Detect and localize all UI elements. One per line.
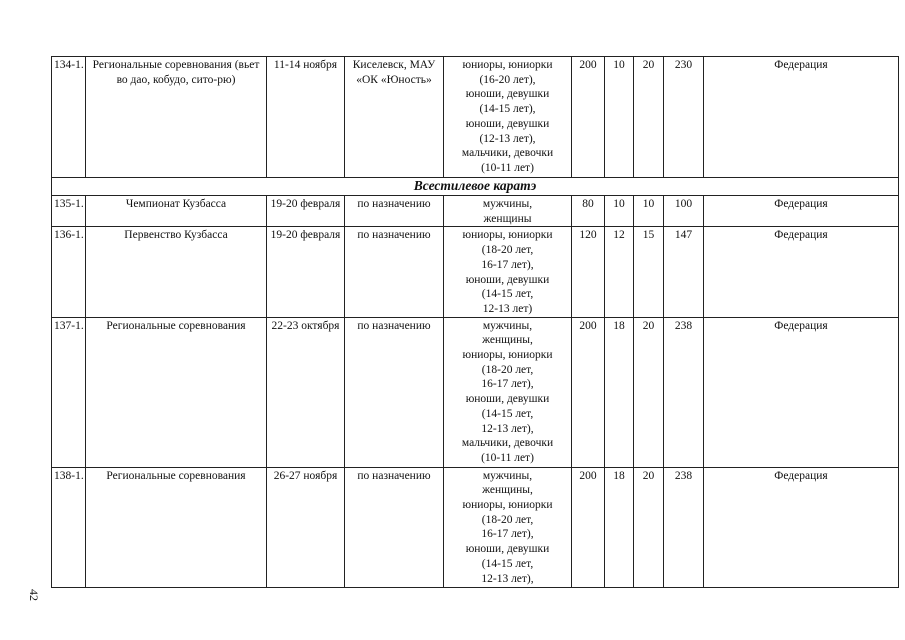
- count-c: 15: [634, 227, 664, 317]
- category-line: 12-13 лет),: [481, 572, 534, 585]
- category-line: женщины,: [482, 334, 533, 347]
- table-row: [52, 467, 899, 587]
- event-name: Чемпионат Кузбасса: [86, 196, 267, 227]
- count-c: 20: [634, 467, 664, 587]
- category-line: (14-15 лет),: [479, 103, 536, 116]
- events-table: [51, 56, 899, 588]
- count-total: 147: [664, 227, 704, 317]
- category-line: женщины,: [482, 484, 533, 497]
- row-number: 137-1.: [52, 317, 86, 467]
- event-name: Региональные соревнования: [86, 317, 267, 467]
- event-date: 11-14 ноября: [267, 57, 345, 178]
- count-a: 200: [572, 57, 605, 178]
- category-line: 12-13 лет): [482, 302, 533, 315]
- category-line: (18-20 лет,: [481, 244, 534, 257]
- event-name: Первенство Кузбасса: [86, 227, 267, 317]
- count-c: 10: [634, 196, 664, 227]
- event-place: по назначению: [345, 227, 444, 317]
- count-total: 238: [664, 467, 704, 587]
- count-b: 18: [605, 317, 634, 467]
- organizer: Федерация: [704, 196, 899, 227]
- table-row: [52, 196, 899, 227]
- event-place: по назначению: [345, 467, 444, 587]
- event-date: 22-23 октября: [267, 317, 345, 467]
- category-line: 12-13 лет),: [481, 422, 534, 435]
- event-categories: [444, 467, 572, 587]
- category-line: мужчины,: [482, 319, 533, 332]
- category-line: юниоры, юниорки: [462, 499, 553, 512]
- category-line: женщины: [483, 212, 532, 225]
- count-b: 10: [605, 196, 634, 227]
- category-line: (14-15 лет,: [481, 407, 534, 420]
- event-categories: [444, 317, 572, 467]
- organizer: Федерация: [704, 317, 899, 467]
- category-line: (10-11 лет): [481, 451, 534, 464]
- row-number: 138-1.: [52, 467, 86, 587]
- count-c: 20: [634, 57, 664, 178]
- category-line: (14-15 лет,: [481, 557, 534, 570]
- event-date: 19-20 февраля: [267, 196, 345, 227]
- event-date: 26-27 ноября: [267, 467, 345, 587]
- category-line: (12-13 лет),: [479, 132, 536, 145]
- count-a: 80: [572, 196, 605, 227]
- count-a: 120: [572, 227, 605, 317]
- organizer: Федерация: [704, 57, 899, 178]
- count-b: 18: [605, 467, 634, 587]
- count-a: 200: [572, 467, 605, 587]
- category-line: юноши, девушки: [465, 88, 550, 101]
- category-line: юноши, девушки: [465, 393, 550, 406]
- event-categories: [444, 196, 572, 227]
- event-date: 19-20 февраля: [267, 227, 345, 317]
- event-name: Региональные соревнования (вьет во дао, кобудо, сито-рю): [86, 57, 267, 178]
- organizer: Федерация: [704, 227, 899, 317]
- organizer: Федерация: [704, 467, 899, 587]
- category-line: мужчины,: [482, 469, 533, 482]
- group-heading: Всестилевое каратэ: [52, 178, 899, 196]
- row-number: 135-1.: [52, 196, 86, 227]
- event-name: Региональные соревнования: [86, 467, 267, 587]
- category-line: юноши, девушки: [465, 117, 550, 130]
- event-place: Киселевск, МАУ «ОК «Юность»: [345, 57, 444, 178]
- count-a: 200: [572, 317, 605, 467]
- category-line: мужчины,: [482, 198, 533, 210]
- table-row: [52, 57, 899, 178]
- category-line: юниоры, юниорки: [462, 229, 553, 242]
- page-number: 42: [27, 589, 41, 601]
- category-line: (18-20 лет,: [481, 513, 534, 526]
- category-line: (16-20 лет),: [479, 73, 536, 86]
- row-number: 136-1.: [52, 227, 86, 317]
- category-line: 16-17 лет),: [481, 528, 534, 541]
- count-total: 230: [664, 57, 704, 178]
- category-line: мальчики, девочки: [461, 147, 554, 160]
- table-row: [52, 317, 899, 467]
- event-categories: [444, 227, 572, 317]
- table-row: [52, 227, 899, 317]
- count-total: 238: [664, 317, 704, 467]
- category-line: 16-17 лет),: [481, 378, 534, 391]
- count-c: 20: [634, 317, 664, 467]
- category-line: 16-17 лет),: [481, 258, 534, 271]
- category-line: (18-20 лет,: [481, 363, 534, 376]
- category-line: юниоры, юниорки: [462, 349, 553, 362]
- category-line: (14-15 лет,: [481, 288, 534, 301]
- count-total: 100: [664, 196, 704, 227]
- event-categories: [444, 57, 572, 178]
- count-b: 12: [605, 227, 634, 317]
- row-number: 134-1.: [52, 57, 86, 178]
- count-b: 10: [605, 57, 634, 178]
- event-place: по назначению: [345, 317, 444, 467]
- category-line: юноши, девушки: [465, 543, 550, 556]
- category-line: мальчики, девочки: [461, 437, 554, 450]
- category-line: юноши, девушки: [465, 273, 550, 286]
- category-line: (10-11 лет): [481, 161, 534, 174]
- event-place: по назначению: [345, 196, 444, 227]
- group-heading-row: [52, 178, 899, 196]
- category-line: юниоры, юниорки: [462, 59, 553, 71]
